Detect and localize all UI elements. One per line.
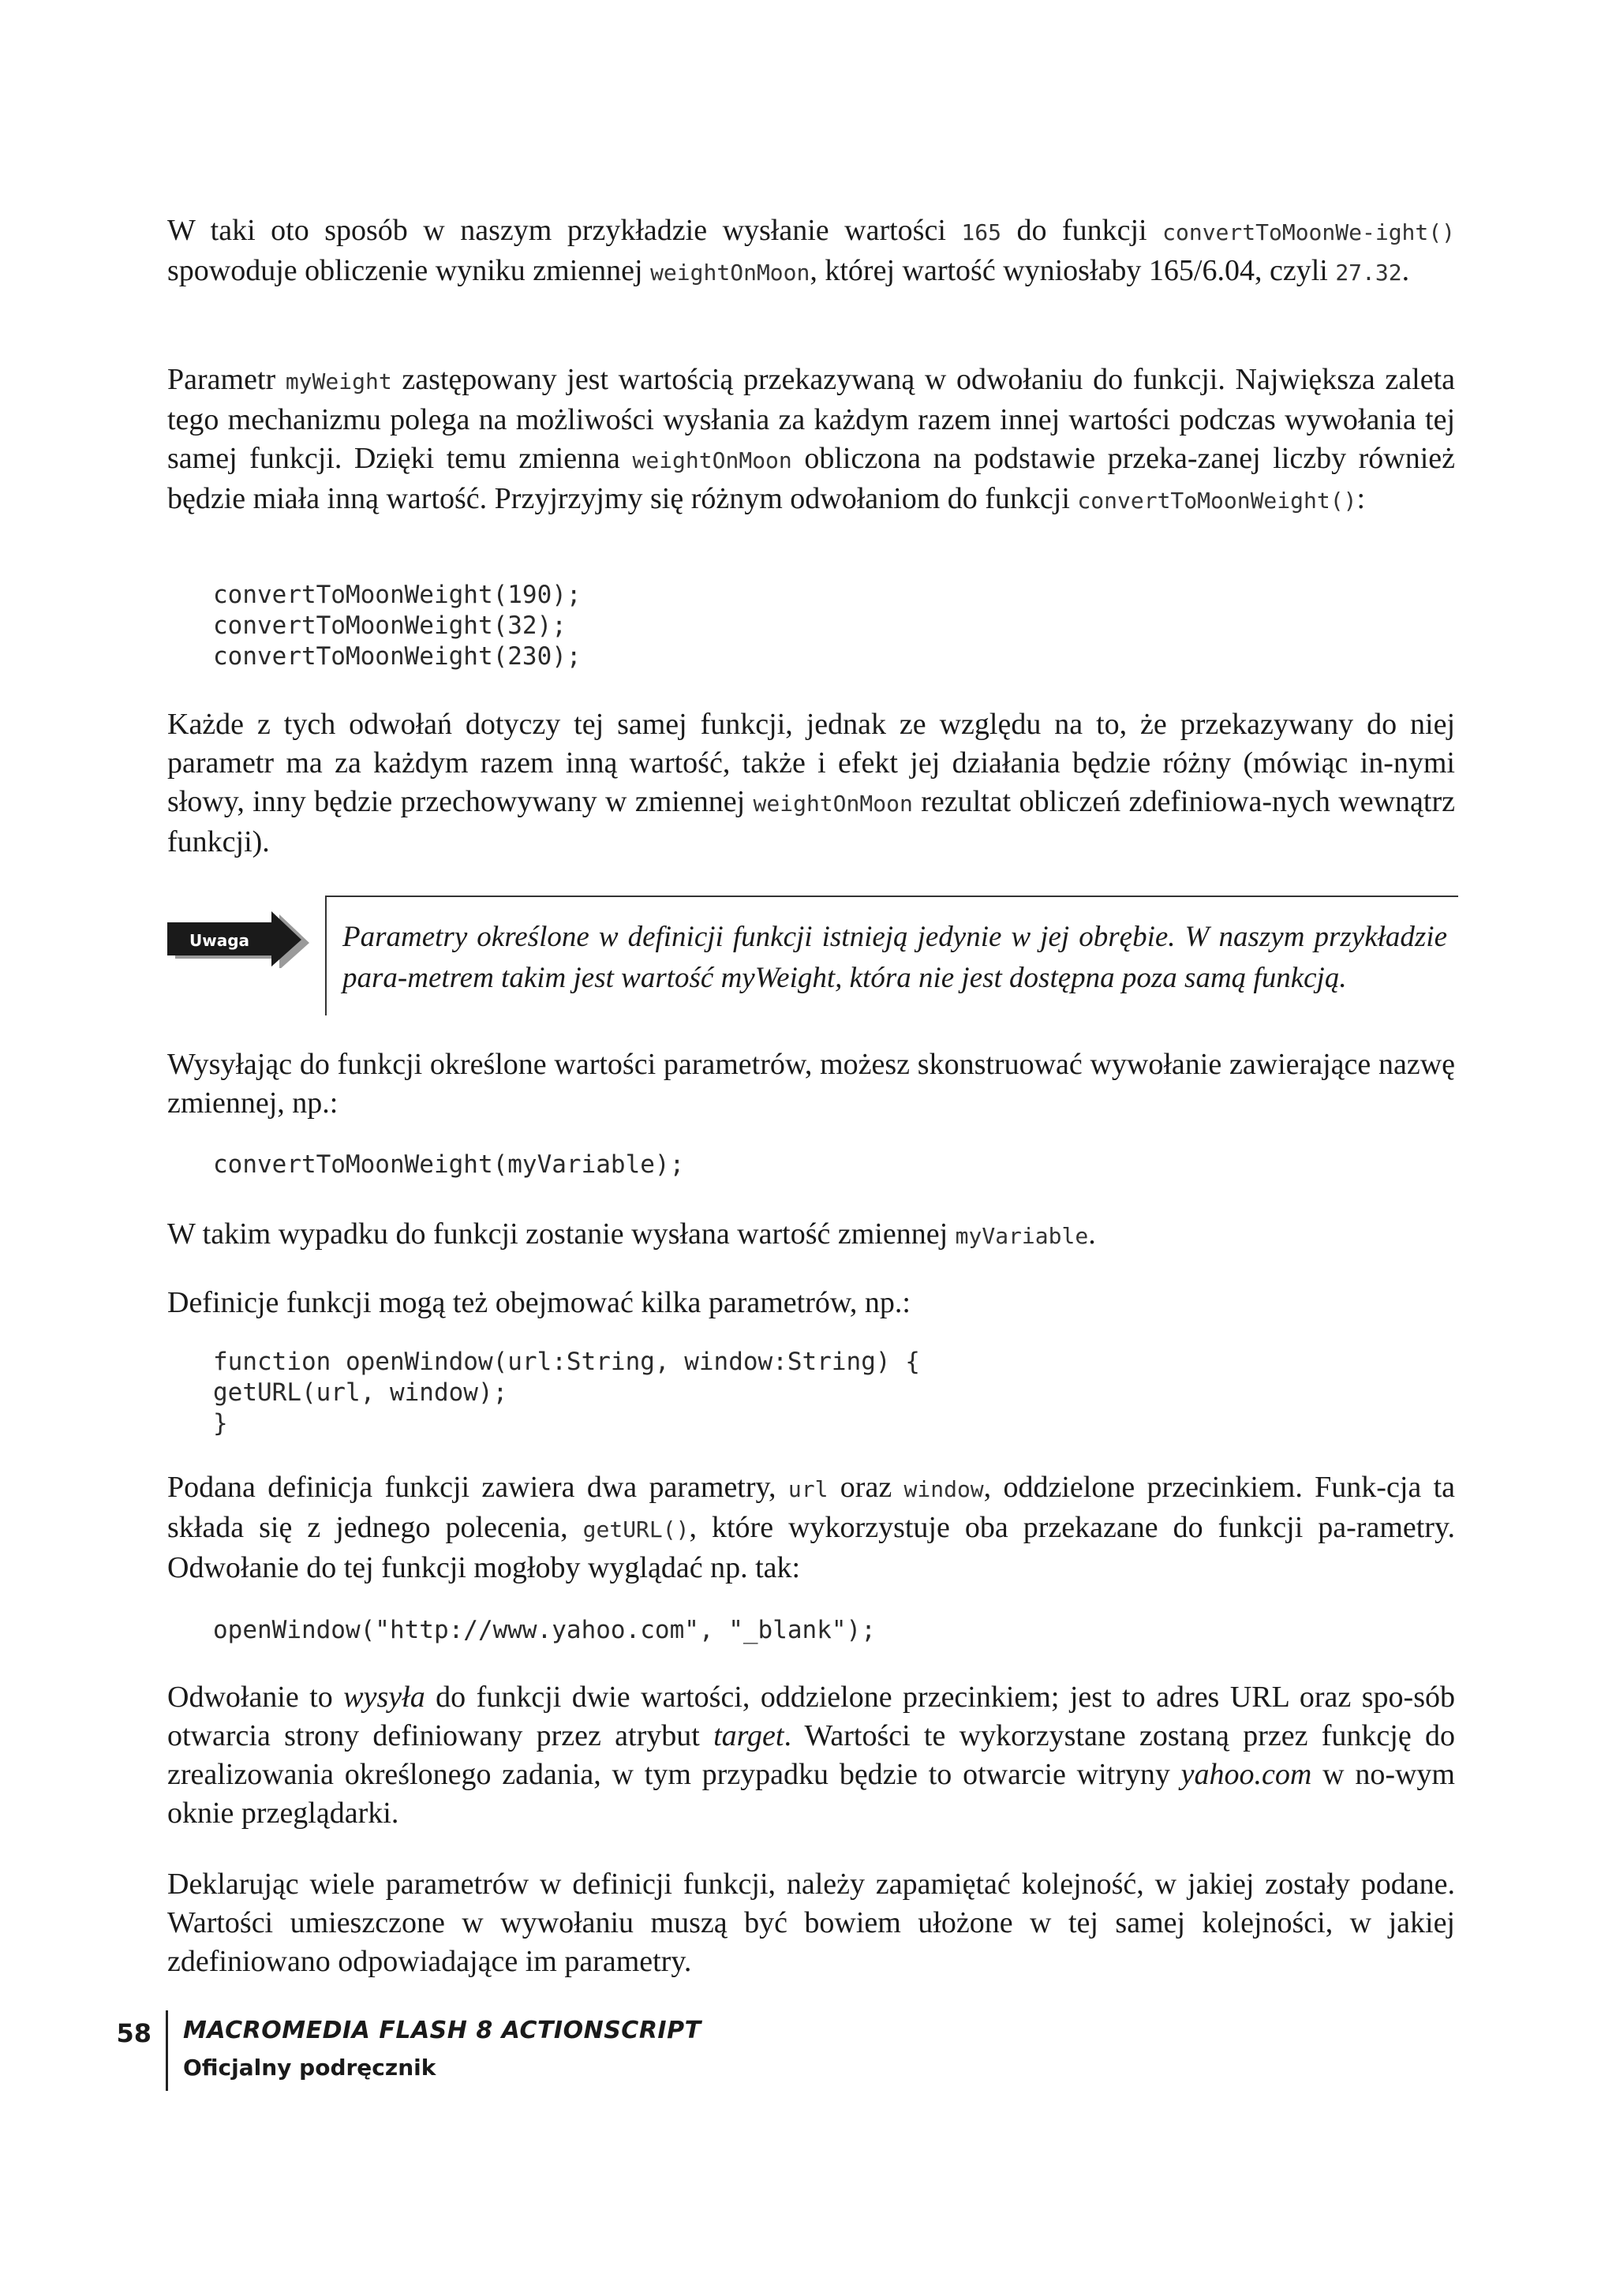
footer-book-title: MACROMEDIA FLASH 8 ACTIONSCRIPT (183, 2017, 701, 2044)
inline-code: weightOnMoon (650, 260, 810, 286)
inline-code: weightOnMoon (632, 447, 792, 473)
page-number: 58 (116, 2018, 152, 2048)
inline-code: myVariable (955, 1223, 1089, 1249)
code-block-4 (213, 1615, 876, 1646)
text-span: W taki oto sposób w naszym przykładzie wysłanie wartości (167, 214, 962, 247)
code-line: } (213, 1409, 228, 1438)
inline-code: convertToMoonWe-ight() (1162, 219, 1455, 245)
code-line: openWindow("http://www.yahoo.com", "_blank"); (213, 1616, 876, 1644)
text-span: : (1356, 482, 1365, 515)
text-span: Odwołanie to (167, 1681, 344, 1714)
code-block-1 (213, 580, 582, 672)
code-block-2 (213, 1150, 684, 1180)
text-span: zastępowany jest wartością przekazywaną w odwołaniu do funkcji. Największa zaleta tego mechanizmu polega na możliwości wysłania za każdym razem innej wartości podczas wywołania tej samej funkcji. Dzięki temu zmienna (167, 363, 1456, 475)
paragraph-2 (167, 361, 1455, 520)
note-rule-left (325, 896, 327, 1015)
paragraph-1 (167, 211, 1455, 292)
paragraph-4: Wysyłając do funkcji określone wartości parametrów, możesz skonstruować wywołanie zawierające nazwę zmiennej, np.: (167, 1048, 1455, 1120)
text-span: oraz (828, 1471, 904, 1504)
note-label: Uwaga (189, 931, 250, 950)
text-span: . (1401, 254, 1410, 287)
footer-subtitle: Oficjalny podręcznik (183, 2055, 436, 2081)
inline-code: myWeight (285, 368, 392, 395)
text-span: Każde z tych odwołań dotyczy tej samej funkcji, jednak ze względu na to, że przekazywany do niej parametr ma za każdym razem inną wartość, także i efekt jej działania będzie różny (mówiąc in-nymi słowy, inny będzie przechowywany w zmiennej (167, 708, 1455, 818)
text-span: . (1088, 1217, 1096, 1251)
inline-code: convertToMoonWeight() (1077, 488, 1357, 514)
note-arrow-icon (163, 911, 311, 968)
text-span: do funkcji (1001, 214, 1163, 247)
paragraph-9: Deklarując wiele parametrów w definicji funkcji, należy zapamiętać kolejność, w jakiej zostały podane. Wartości umieszczone w wywołaniu muszą być bowiem ułożone w tej samej kolejności, w jakiej zdefiniowano odpowiadające im parametry. (167, 1868, 1455, 1978)
text-span: . Wartości te wykorzystane zostaną przez funkcję do zrealizowania określonego zadania, w tym przypadku będzie to otwarcie witryny (167, 1719, 1455, 1791)
inline-code: getURL() (582, 1516, 690, 1543)
paragraph-8 (167, 1678, 1455, 1833)
note-text: Parametry określone w definicji funkcji istnieją jedynie w jej obrębie. W naszym przykładzie para-metrem takim jest wartość myWeight, która nie jest dostępna poza samą funkcją. (342, 921, 1447, 994)
italic-span: yahoo.com (1180, 1758, 1312, 1791)
text-span: Podana definicja funkcji zawiera dwa parametry, (167, 1471, 788, 1504)
italic-span: target (713, 1719, 784, 1752)
code-line: getURL(url, window); (213, 1378, 508, 1407)
code-line: function openWindow(url:String, window:String) { (213, 1348, 920, 1376)
text-span: Parametr (167, 363, 286, 396)
text-span: , oddzielone przecinkiem. Funk-cja ta składa się z jednego polecenia, (167, 1471, 1455, 1544)
text-span: W takim wypadku do funkcji zostanie wysłana wartość zmiennej (167, 1217, 956, 1251)
text-span: obliczona na podstawie przeka-zanej liczby również będzie miała inną wartość. Przyjrzyjmy się różnym odwołaniom do funkcji (167, 442, 1455, 515)
text-span: w no-wym oknie przeglądarki. (167, 1758, 1455, 1830)
code-line: convertToMoonWeight(myVariable); (213, 1150, 685, 1179)
text-span: , której wartość wyniosłaby 165/6.04, czyli (810, 254, 1336, 287)
text-span: spowoduje obliczenie wyniku zmiennej (167, 254, 651, 287)
inline-code: 27.32 (1335, 260, 1402, 286)
paragraph-5 (167, 1215, 1455, 1255)
paragraph-3 (167, 705, 1455, 862)
note-rule-top (325, 896, 1458, 897)
italic-span: wysyła (343, 1681, 425, 1714)
text-span: rezultat obliczeń zdefiniowa-nych wewnątrz funkcji). (167, 785, 1455, 858)
inline-code: weightOnMoon (753, 791, 913, 817)
inline-code: window (903, 1476, 984, 1502)
inline-code: 165 (961, 219, 1001, 245)
code-line: convertToMoonWeight(32); (213, 611, 567, 640)
code-line: convertToMoonWeight(190); (213, 581, 582, 609)
text-span: , które wykorzystuje oba przekazane do funkcji pa-rametry. Odwołanie do tej funkcji mogłoby wyglądać np. tak: (167, 1511, 1455, 1584)
text-span: do funkcji dwie wartości, oddzielone przecinkiem; jest to adres URL oraz spo-sób otwarcia strony definiowany przez atrybut (167, 1681, 1455, 1752)
paragraph-6: Definicje funkcji mogą też obejmować kilka parametrów, np.: (167, 1286, 911, 1319)
inline-code: url (787, 1476, 829, 1502)
code-line: convertToMoonWeight(230); (213, 642, 582, 671)
footer-divider (166, 2010, 168, 2091)
paragraph-7 (167, 1468, 1455, 1587)
code-block-3 (213, 1347, 920, 1439)
